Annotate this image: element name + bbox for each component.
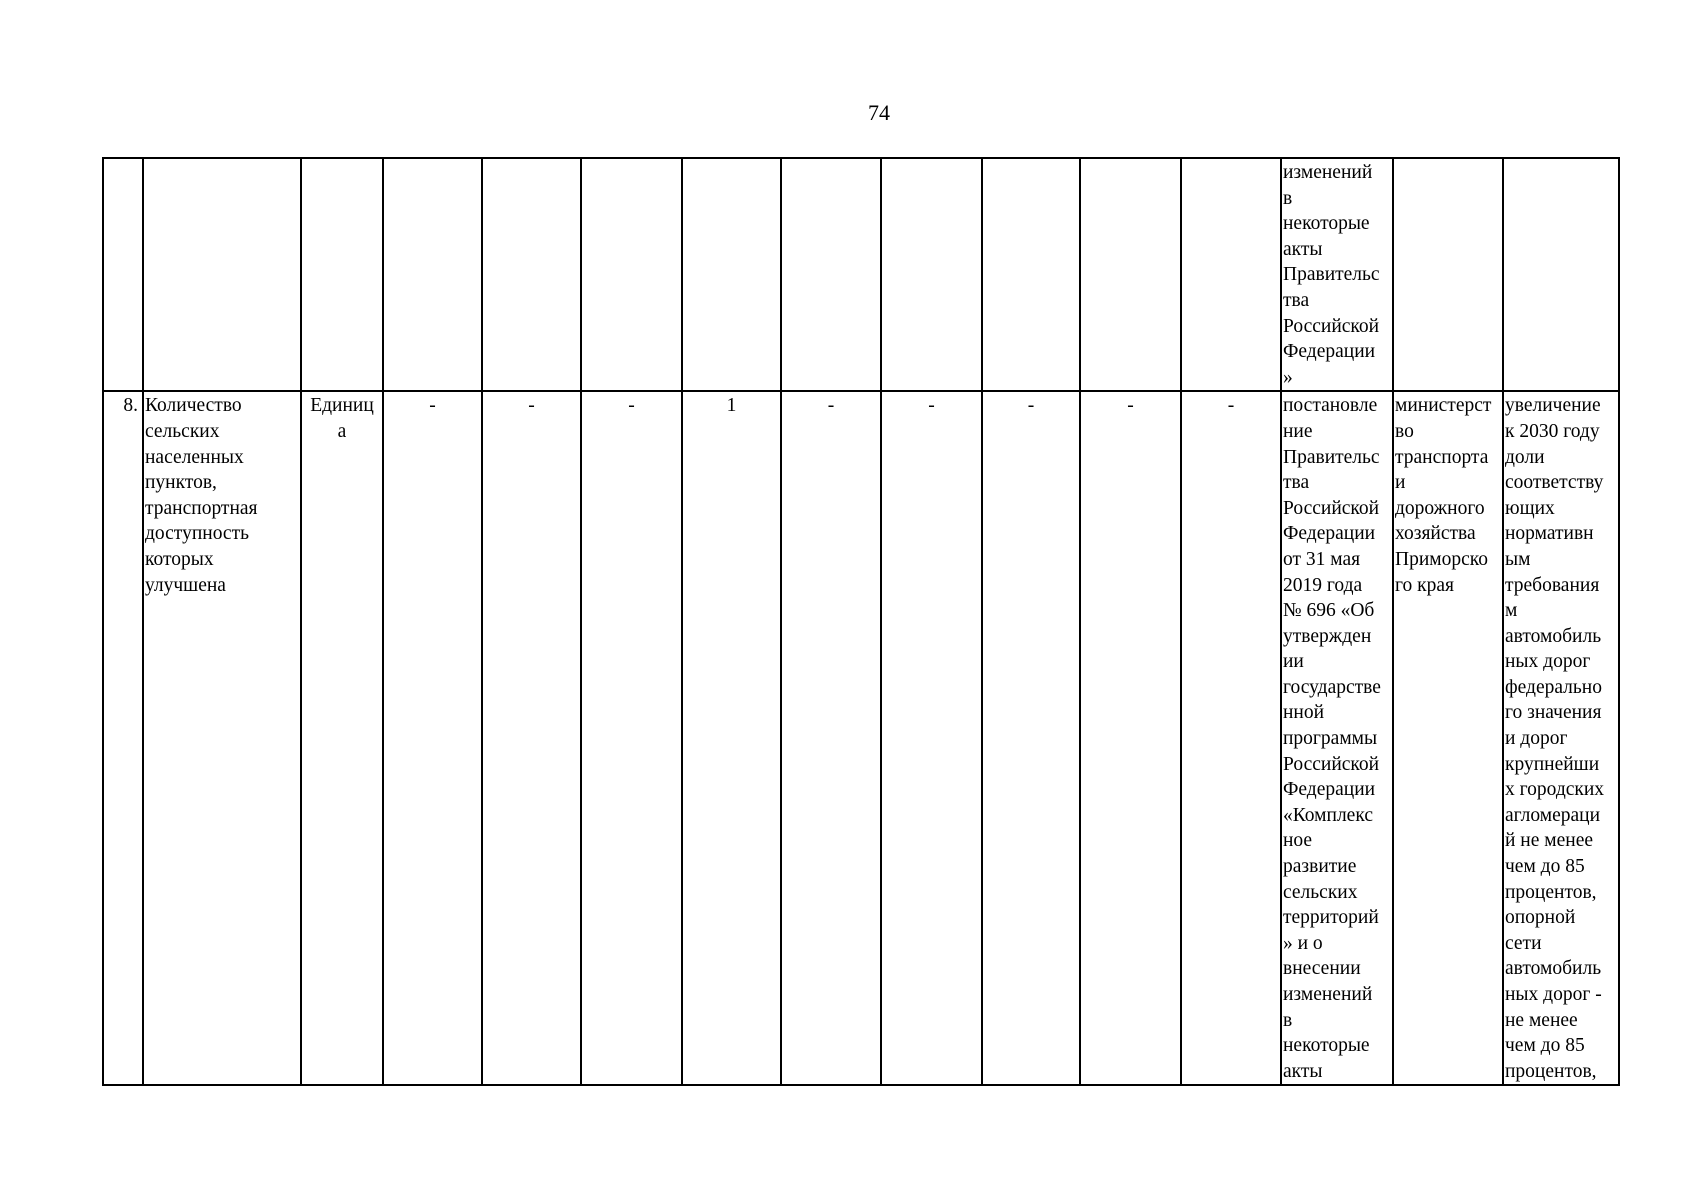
value-cell — [383, 158, 482, 391]
result-cell: увеличение к 2030 году доли соответству ющих нормативн ым требования м автомобиль ных дорог федерально го значения и дорог крупнейши х городских агломераци й не менее чем до 85 процентов, опорной сети автомобиль ных дорог - не менее чем до 85 процентов, — [1503, 391, 1619, 1085]
result-cell — [1503, 158, 1619, 391]
unit-cell — [301, 158, 383, 391]
indicators-table — [102, 157, 1620, 1086]
value-cell: - — [482, 391, 581, 1085]
responsible-cell — [1393, 158, 1503, 391]
value-cell: - — [982, 391, 1080, 1085]
value-cell: - — [881, 391, 982, 1085]
value-cell: 1 — [682, 391, 781, 1085]
value-cell — [1181, 158, 1281, 391]
value-cell — [682, 158, 781, 391]
value-cell: - — [1080, 391, 1181, 1085]
page-number: 74 — [868, 100, 890, 125]
table-row — [103, 158, 1619, 391]
value-cell — [1080, 158, 1181, 391]
indicator-cell — [143, 158, 301, 391]
value-cell: - — [781, 391, 881, 1085]
value-cell — [482, 158, 581, 391]
value-cell — [982, 158, 1080, 391]
responsible-cell: министерст во транспорта и дорожного хозяйства Приморско го края — [1393, 391, 1503, 1085]
legal-basis-cell: постановле ние Правительс тва Российской Федерации от 31 мая 2019 года № 696 «Об утвержден ии государстве нной программы Российской Федерации «Комплекс ное развитие сельских территорий » и о внесении изменений в некоторые акты — [1281, 391, 1393, 1085]
value-cell — [581, 158, 682, 391]
table-row — [103, 391, 1619, 1085]
row-number-cell: 8. — [103, 391, 143, 1085]
value-cell: - — [581, 391, 682, 1085]
value-cell: - — [1181, 391, 1281, 1085]
indicator-cell: Количество сельских населенных пунктов, транспортная доступность которых улучшена — [143, 391, 301, 1085]
unit-cell: Единиц а — [301, 391, 383, 1085]
row-number-cell — [103, 158, 143, 391]
value-cell — [881, 158, 982, 391]
legal-basis-cell: изменений в некоторые акты Правительс тва Российской Федерации » — [1281, 158, 1393, 391]
value-cell: - — [383, 391, 482, 1085]
value-cell — [781, 158, 881, 391]
